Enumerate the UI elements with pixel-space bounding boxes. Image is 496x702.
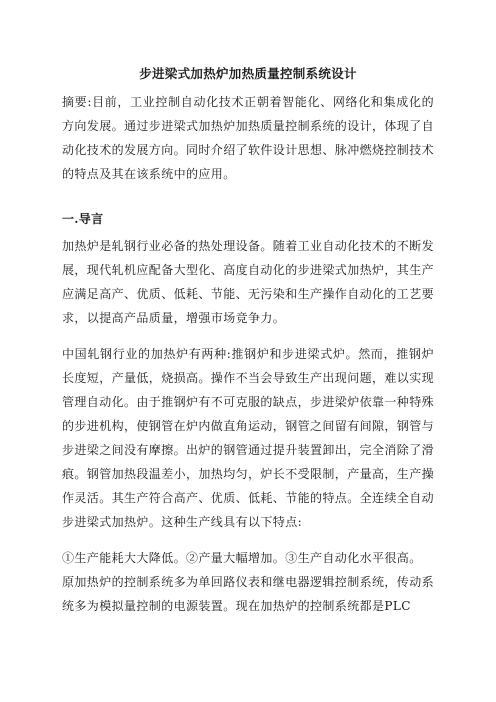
section-heading: 一.导言	[62, 212, 104, 226]
body-paragraph: 原加热炉的控制系统多为单回路仪表和继电器逻辑控制系统，传动系统多为模拟量控制的电源装置。现在加热炉的控制系统都是PLC	[62, 575, 435, 613]
abstract-paragraph: 摘要:目前，工业控制自动化技术正朝着智能化、网络化和集成化的方向发展。通过步进梁式加热炉加热质量控制系统的设计，体现了自动化技术的发展方向。同时介绍了软件设计思想、脉冲燃烧控制技术的特点及其在该系统中的应用。	[62, 95, 435, 181]
body-paragraph: 加热炉是轧钢行业必备的热处理设备。随着工业自动化技术的不断发展，现代轧机应配备大型化、高度自动化的步进梁式加热炉，其生产应满足高产、优质、低耗、节能、无污染和生产操作自动化的工艺要求，以提高产品质量，增强市场竞争力。	[62, 239, 435, 325]
body-paragraph: ①生产能耗大大降低。②产量大幅增加。③生产自动化水平很高。	[62, 551, 422, 565]
document-title: 步进梁式加热炉加热质量控制系统设计	[139, 66, 357, 81]
body-paragraph: 中国轧钢行业的加热炉有两种:推钢炉和步进梁式炉。然而，推钢炉长度短，产量低，烧损高。操作不当会导致生产出现问题，难以实现管理自动化。由于推钢炉有不可克服的缺点，步进梁炉依靠一种特殊的步进机构，使钢管在炉内做直角运动，钢管之间留有间隙，钢管与步进梁之间没有摩擦。出炉的钢管通过提升装置卸出，完全消除了滑痕。钢管加热段温差小，加热均匀，炉长不受限制，产量高，生产操作灵活。其生产符合高产、优质、低耗、节能的特点。全连续全自动步进梁式加热炉。这种生产线具有以下特点:	[62, 347, 435, 529]
